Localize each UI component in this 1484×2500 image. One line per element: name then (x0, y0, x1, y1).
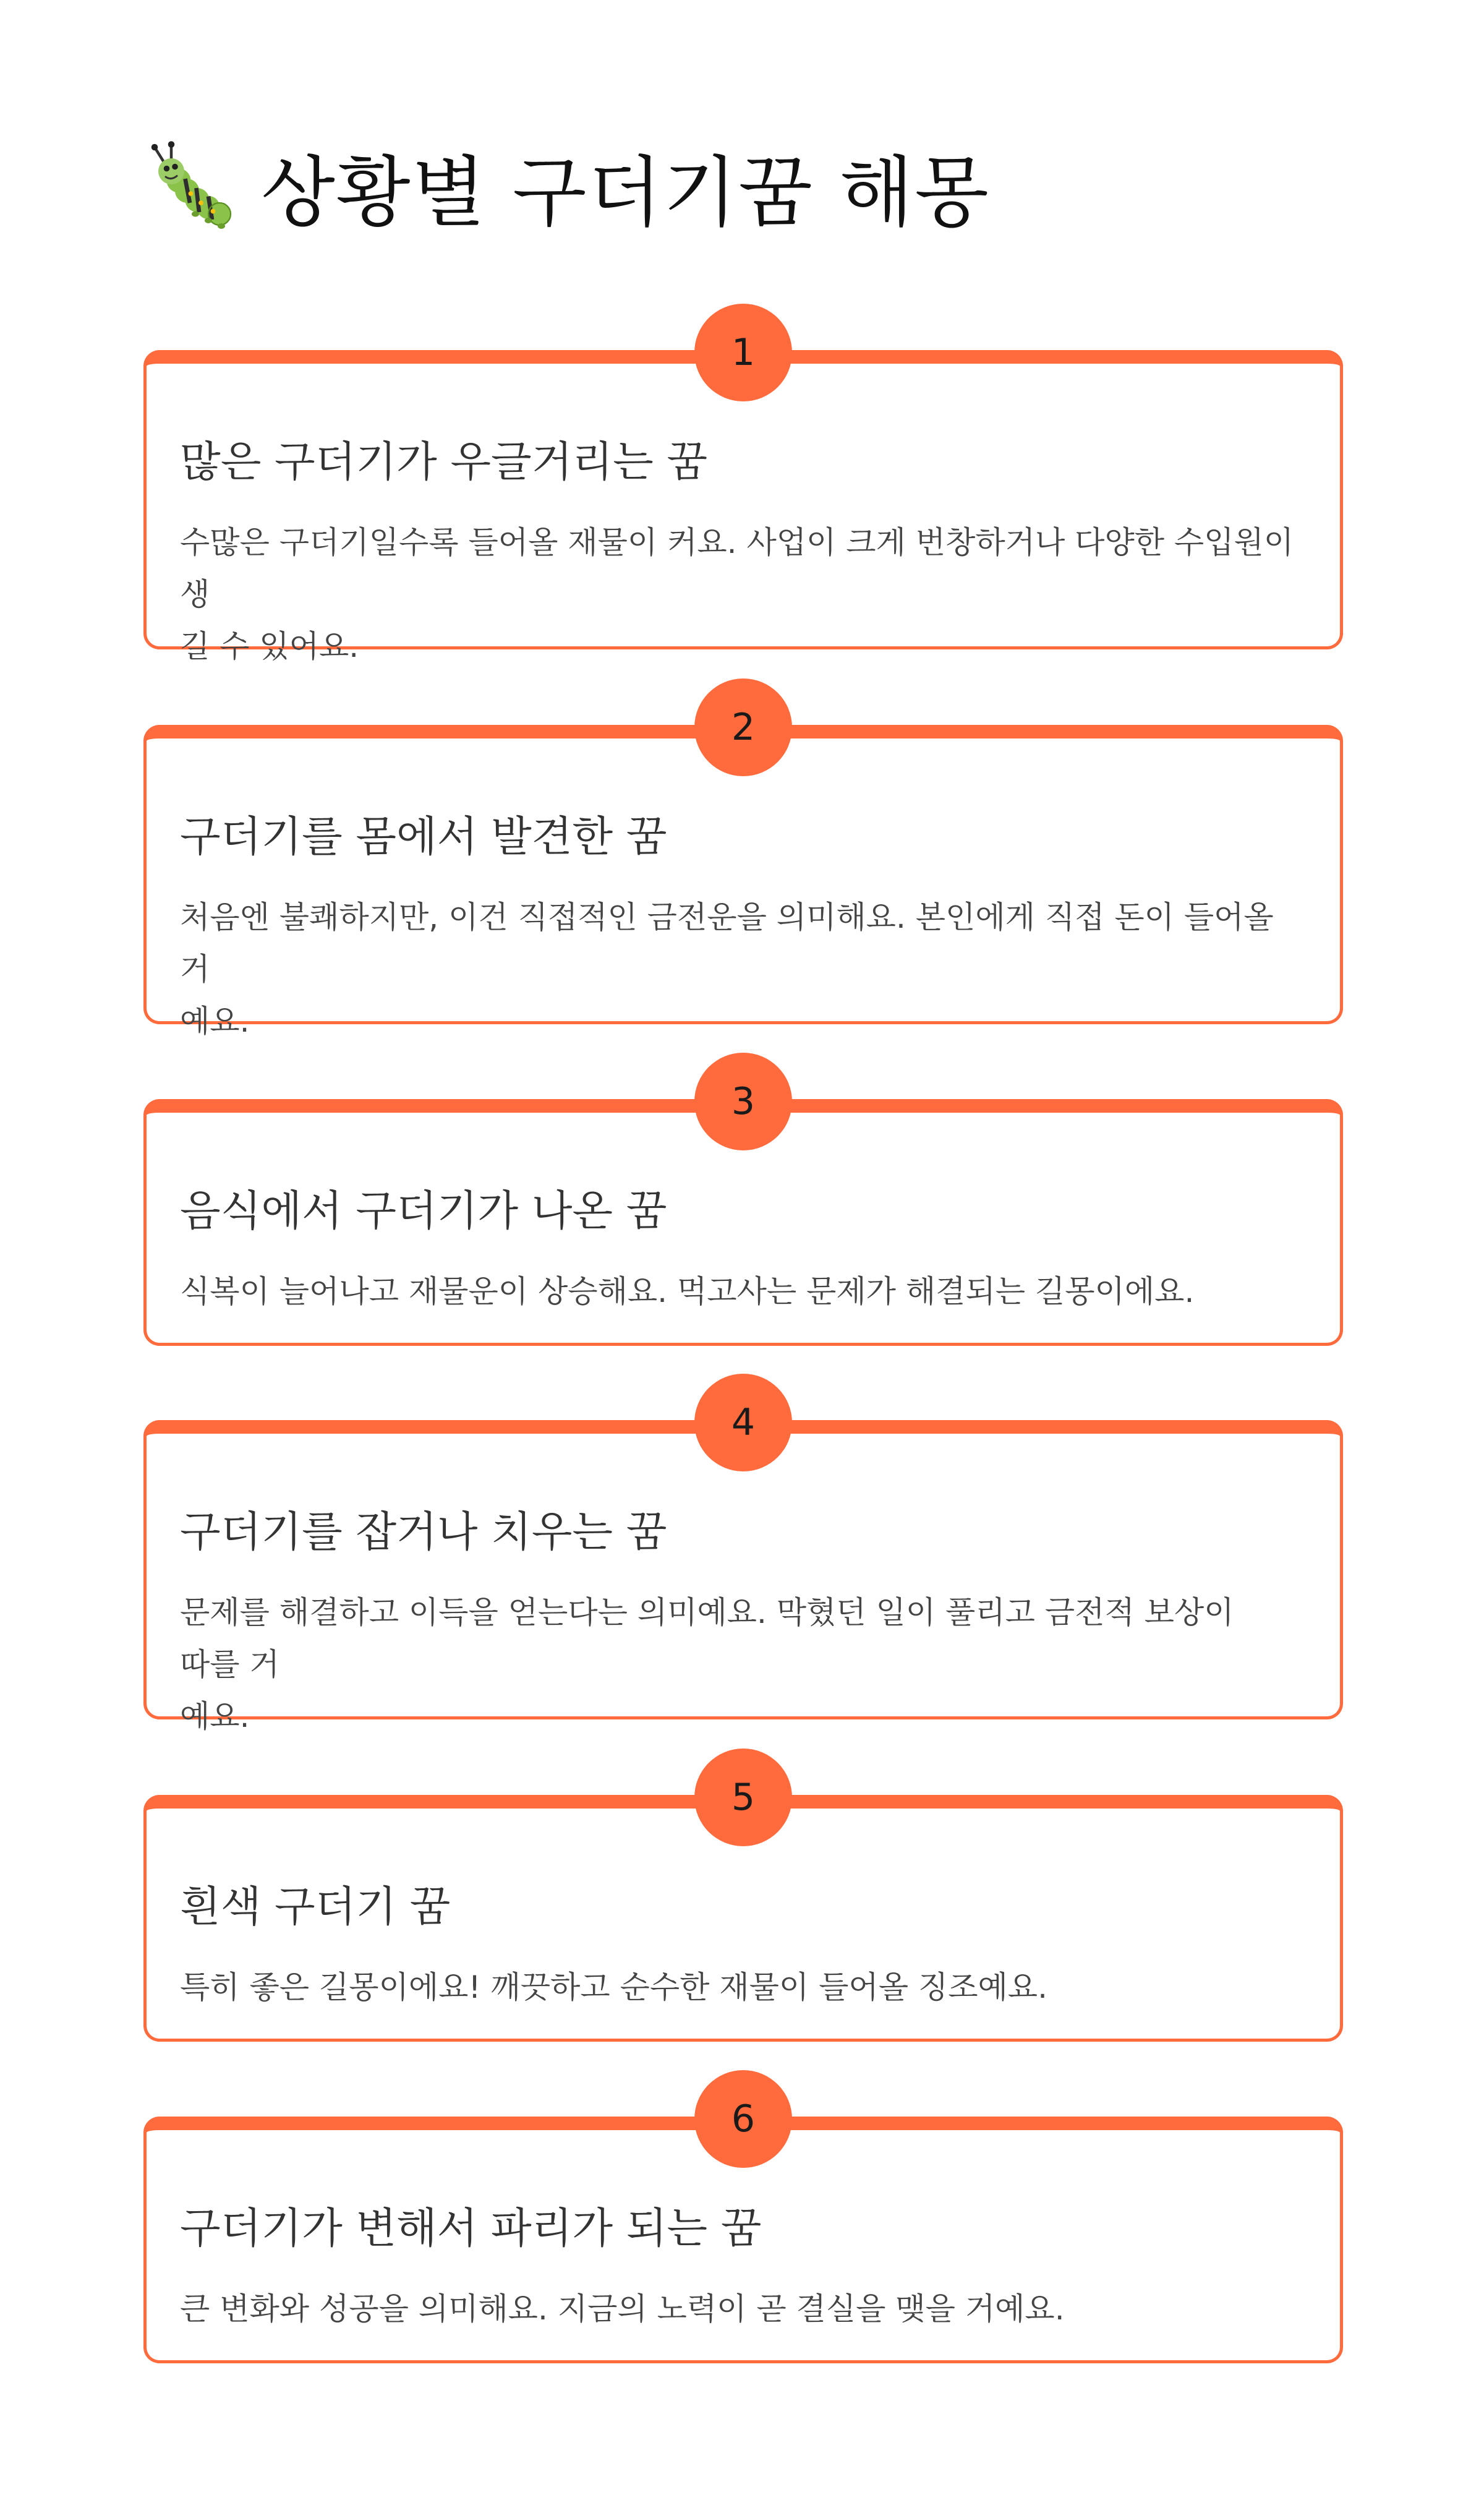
dream-card (143, 1401, 1343, 1734)
card-number-badge: 5 (694, 1749, 792, 1846)
card-description-line: 특히 좋은 길몽이에요! 깨끗하고 순수한 재물이 들어올 징조예요. (180, 1969, 1047, 2005)
dream-card (143, 1080, 1343, 1346)
caterpillar-icon (143, 140, 236, 233)
card-title: 구더기를 몸에서 발견한 꿈 (180, 813, 667, 862)
card-description-line: 큰 변화와 성공을 의미해요. 지금의 노력이 곧 결실을 맺을 거예요. (180, 2291, 1065, 2327)
card-title: 음식에서 구더기가 나온 꿈 (180, 1187, 667, 1236)
card-description-line: 식복이 늘어나고 재물운이 상승해요. 먹고사는 문제가 해결되는 길몽이에요. (180, 1274, 1195, 1309)
card-title: 구더기를 잡거나 치우는 꿈 (180, 1508, 667, 1557)
card-description (180, 891, 1299, 1047)
card-number-badge: 6 (694, 2070, 792, 2168)
dream-card (143, 331, 1343, 664)
page-header (143, 134, 990, 239)
card-description (180, 1265, 1299, 1317)
card-title: 구더기가 변해서 파리가 되는 꿈 (180, 2204, 762, 2253)
card-title: 흰색 구더기 꿈 (180, 1883, 451, 1932)
card-number-badge: 3 (694, 1053, 792, 1150)
card-description-line: 처음엔 불쾌하지만, 이건 직접적인 금전운을 의미해요. 본인에게 직접 돈이 들어올 거 (180, 899, 1274, 987)
card-number-badge: 2 (694, 679, 792, 776)
card-title: 많은 구더기가 우글거리는 꿈 (180, 438, 708, 487)
card-description-line: 길 수 있어요. (180, 628, 359, 664)
dream-card (143, 1776, 1343, 2042)
card-description (180, 2283, 1299, 2335)
card-description (180, 1961, 1299, 2013)
card-description-line: 수많은 구더기일수록 들어올 재물이 커요. 사업이 크게 번창하거나 다양한 수입원이 생 (180, 524, 1294, 612)
card-number-badge: 4 (694, 1374, 792, 1471)
dream-card (143, 2097, 1343, 2363)
card-description-line: 문제를 해결하고 이득을 얻는다는 의미예요. 막혔던 일이 풀리고 금전적 보상이 따를 거 (180, 1595, 1234, 1682)
dream-card (143, 706, 1343, 1039)
card-description-line: 예요. (180, 1003, 250, 1039)
card-description-line: 예요. (180, 1698, 250, 1734)
card-number-badge: 1 (694, 304, 792, 401)
card-description (180, 1586, 1299, 1742)
page-title: 상황별 구더기꿈 해몽 (261, 148, 990, 238)
card-description (180, 516, 1299, 672)
